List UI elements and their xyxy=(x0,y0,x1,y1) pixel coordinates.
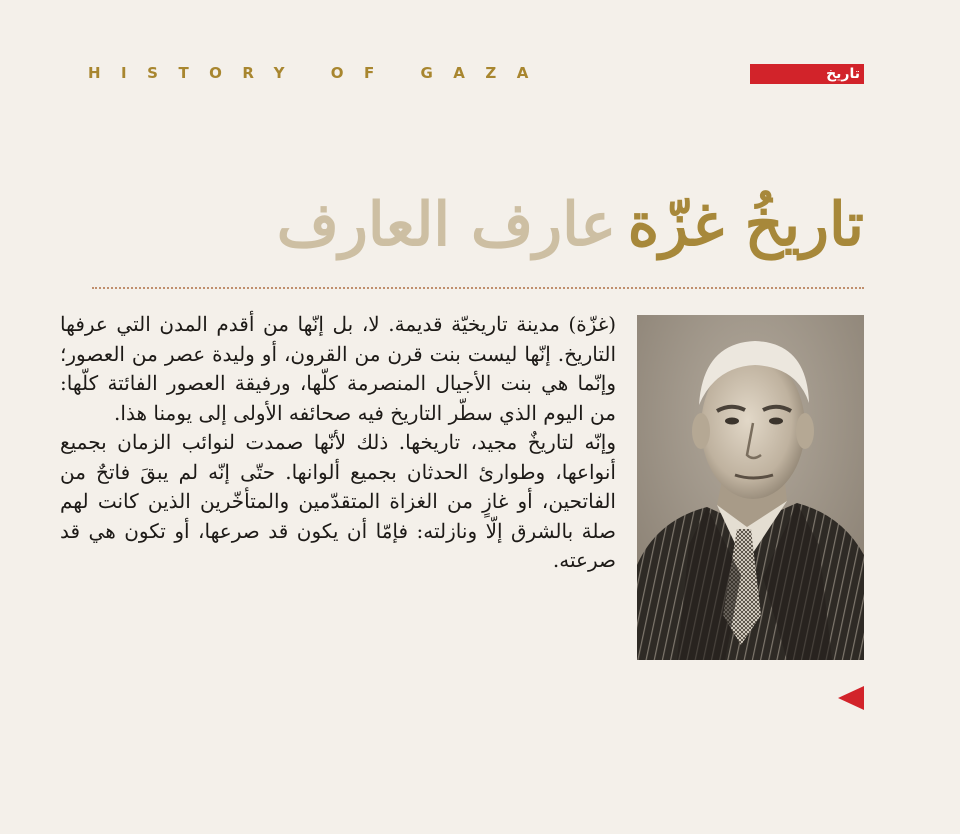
continue-arrow-icon xyxy=(838,686,864,710)
author-portrait xyxy=(637,315,864,660)
author-name: عارف العارف xyxy=(276,190,617,260)
body-paragraph: (غزّة) مدينة تاريخيّة قديمة. لا، بل إنّها من أقدم المدن التي عرفها التاريخ. إنّها ليست بنت قرن من القرون، أو وليدة عصر من العصور؛ وإنّما هي بنت الأجيال المنصرمة كلّها، ورفيقة العصور الفائتة كلّها: من اليوم الذي سطّر التاريخ فيه صحائفه الأولى إلى يومنا هذا. xyxy=(60,312,617,425)
book-title: تاريخُ غزّة xyxy=(627,190,864,260)
portrait-illustration xyxy=(637,315,864,660)
section-title-latin: HISTORY OF GAZA xyxy=(88,64,549,82)
page-header xyxy=(88,62,864,86)
article-body xyxy=(60,310,616,576)
body-paragraph: وإنّه لتاريخٌ مجيد، تاريخها. ذلك لأنّها صمدت لنوائب الزمان بجميع أنواعها، وطوارئ الحدثان بجميع ألوانها. حتّى إنّه لم يبقَ فاتحٌ من الفاتحين، أو غازٍ من الغزاة المتقدّمين والمتأخّرين الذين كانت لهم صلة بالشرق إلّا ونازلته: فإمّا أن يكون قد صرعها، أو تكون هي قد صرعته. xyxy=(60,430,616,572)
title-divider xyxy=(92,287,864,289)
article-title xyxy=(84,180,864,270)
section-badge-arabic: تاريخ xyxy=(750,64,864,84)
